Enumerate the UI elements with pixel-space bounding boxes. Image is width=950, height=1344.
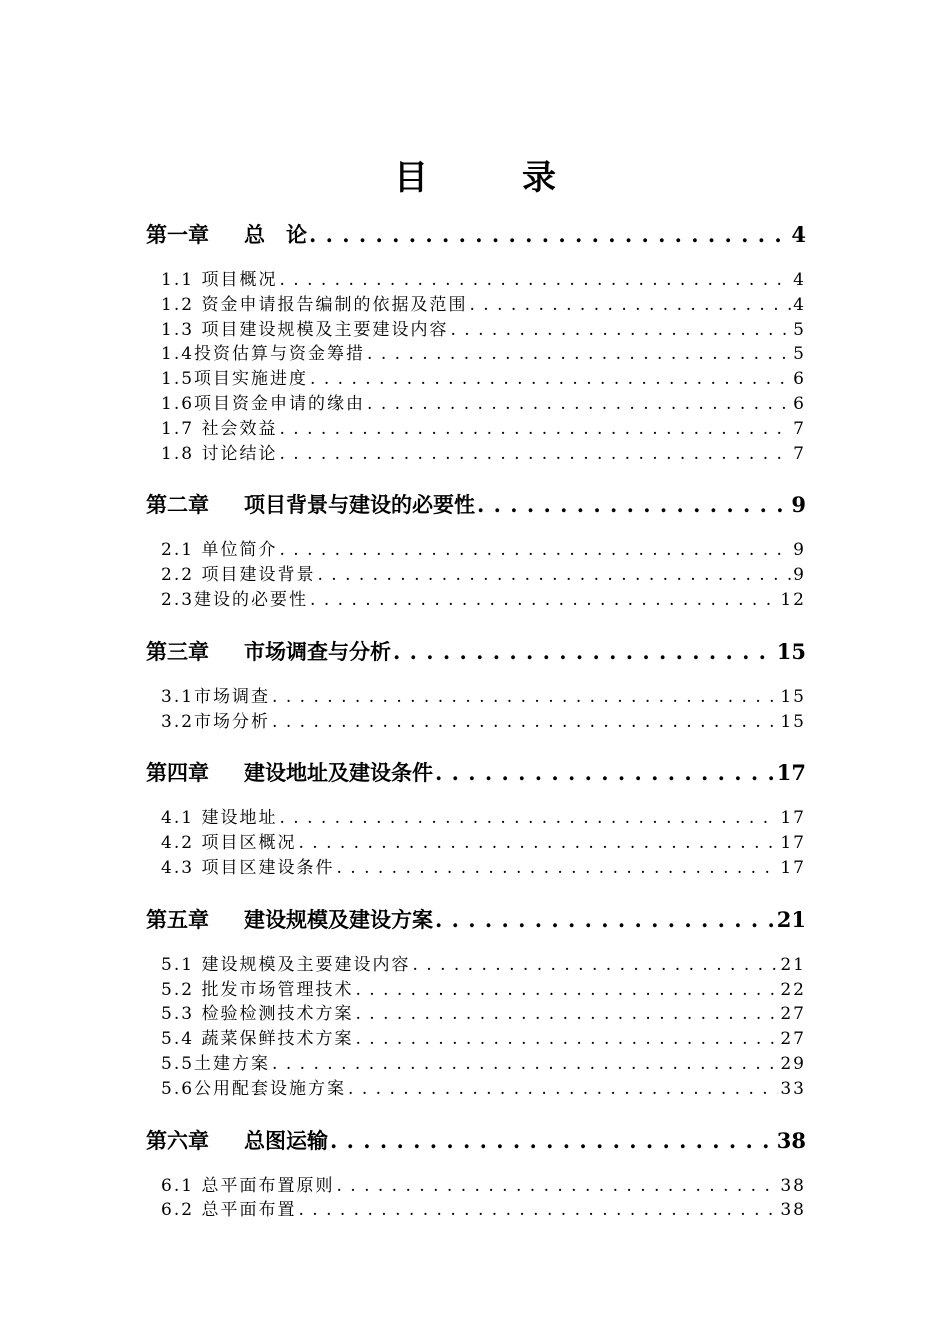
- table-of-contents: [146, 218, 806, 1245]
- toc-section-entry[interactable]: [161, 1002, 806, 1027]
- toc-section-entry[interactable]: [161, 1052, 806, 1077]
- chapter-page-number: 17: [776, 760, 806, 786]
- chapter-heading: [146, 756, 433, 790]
- section-title: 4.3 项目区建设条件: [161, 857, 335, 878]
- dot-leader: [309, 218, 789, 252]
- toc-section-entry[interactable]: [161, 293, 806, 318]
- toc-section-entry[interactable]: [161, 268, 806, 293]
- section-page-number: 4: [793, 294, 806, 315]
- section-page-number: 6: [793, 393, 806, 414]
- section-title: 3.1市场调查: [161, 686, 271, 707]
- chapter-title: 建设地址及建设条件: [244, 760, 433, 786]
- section-list: [146, 268, 806, 466]
- section-title: 5.1 建设规模及主要建设内容: [161, 954, 411, 975]
- dot-leader: [412, 953, 778, 978]
- dot-leader: [469, 293, 791, 318]
- section-title: 5.5土建方案: [161, 1053, 271, 1074]
- section-title: 1.2 资金申请报告编制的依据及范围: [161, 294, 468, 315]
- dot-leader: [355, 978, 778, 1003]
- section-title: 5.2 批发市场管理技术: [161, 979, 354, 1000]
- dot-leader: [330, 1124, 775, 1158]
- chapter-title: 项目背景与建设的必要性: [244, 492, 475, 518]
- toc-section-entry[interactable]: [161, 318, 806, 343]
- toc-chapter: [146, 756, 806, 880]
- toc-chapter-entry[interactable]: [146, 635, 806, 669]
- section-page-number: 9: [793, 540, 806, 561]
- dot-leader: [279, 417, 791, 442]
- dot-leader: [450, 318, 791, 343]
- toc-chapter: [146, 1124, 806, 1224]
- dot-leader: [317, 563, 791, 588]
- dot-leader: [435, 756, 775, 790]
- section-list: [146, 806, 806, 880]
- chapter-number: 第一章: [146, 222, 209, 247]
- chapter-page-number: 21: [776, 906, 806, 932]
- section-title: 6.2 总平面布置: [161, 1200, 297, 1221]
- dot-leader: [272, 710, 778, 735]
- toc-section-entry[interactable]: [161, 1027, 806, 1052]
- section-list: [146, 1174, 806, 1224]
- toc-chapter-entry[interactable]: [146, 218, 806, 252]
- chapter-number: 第二章: [146, 492, 209, 518]
- dot-leader: [355, 1027, 778, 1052]
- toc-section-entry[interactable]: [161, 563, 806, 588]
- section-title: 1.1 项目概况: [161, 270, 278, 290]
- toc-section-entry[interactable]: [161, 831, 806, 856]
- toc-chapter-entry[interactable]: [146, 1124, 806, 1158]
- toc-section-entry[interactable]: [161, 978, 806, 1003]
- section-title: 2.2 项目建设背景: [161, 565, 316, 586]
- dot-leader: [435, 903, 775, 937]
- chapter-heading: [146, 635, 391, 669]
- section-list: [146, 685, 806, 735]
- section-title: 5.3 检验检测技术方案: [161, 1004, 354, 1025]
- section-title: 5.6公用配套设施方案: [161, 1078, 347, 1099]
- chapter-title: 总图运输: [244, 1127, 328, 1153]
- section-page-number: 17: [780, 857, 806, 878]
- toc-section-entry[interactable]: [161, 417, 806, 442]
- section-list: [146, 538, 806, 612]
- chapter-title: 市场调查与分析: [244, 638, 391, 664]
- chapter-number: 第五章: [146, 906, 209, 932]
- dot-leader: [477, 488, 789, 522]
- section-page-number: 21: [780, 954, 806, 975]
- section-page-number: 27: [780, 1004, 806, 1025]
- dot-leader: [367, 342, 791, 367]
- toc-chapter: [146, 635, 806, 735]
- section-title: 1.7 社会效益: [161, 418, 278, 439]
- dot-leader: [298, 831, 778, 856]
- section-page-number: 7: [793, 418, 806, 439]
- section-list: [146, 953, 806, 1102]
- toc-chapter-entry[interactable]: [146, 903, 806, 937]
- section-page-number: 15: [780, 686, 806, 707]
- dot-leader: [279, 442, 791, 467]
- dot-leader: [279, 268, 791, 293]
- section-title: 6.1 总平面布置原则: [161, 1175, 335, 1196]
- toc-section-entry[interactable]: [161, 538, 806, 563]
- dot-leader: [367, 392, 791, 417]
- toc-section-entry[interactable]: [161, 806, 806, 831]
- section-page-number: 4: [793, 270, 806, 290]
- toc-section-entry[interactable]: [161, 1198, 806, 1223]
- section-page-number: 38: [780, 1200, 806, 1221]
- section-title: 1.4投资估算与资金筹措: [161, 344, 366, 365]
- toc-chapter: [146, 488, 806, 612]
- toc-section-entry[interactable]: [161, 953, 806, 978]
- section-title: 1.5项目实施进度: [161, 369, 309, 390]
- section-page-number: 29: [780, 1053, 806, 1074]
- section-page-number: 6: [793, 369, 806, 390]
- chapter-title: 总 论: [244, 222, 307, 247]
- toc-chapter: [146, 903, 806, 1102]
- chapter-heading: [146, 903, 433, 937]
- toc-section-entry[interactable]: [161, 588, 806, 613]
- section-page-number: 5: [793, 344, 806, 365]
- section-page-number: 22: [780, 979, 806, 1000]
- section-title: 1.3 项目建设规模及主要建设内容: [161, 319, 449, 340]
- dot-leader: [336, 1174, 778, 1199]
- dot-leader: [298, 1198, 778, 1223]
- toc-chapter: [146, 218, 806, 466]
- chapter-heading: [146, 488, 475, 522]
- section-title: 4.2 项目区概况: [161, 833, 297, 854]
- section-page-number: 38: [780, 1175, 806, 1196]
- section-page-number: 9: [793, 565, 806, 586]
- toc-section-entry[interactable]: [161, 1077, 806, 1102]
- chapter-title: 建设规模及建设方案: [244, 906, 433, 932]
- chapter-heading: [146, 218, 307, 252]
- dot-leader: [336, 856, 778, 881]
- section-page-number: 5: [793, 319, 806, 340]
- section-page-number: 33: [780, 1078, 806, 1099]
- section-page-number: 27: [780, 1029, 806, 1050]
- section-title: 4.1 建设地址: [161, 808, 278, 829]
- dot-leader: [310, 367, 791, 392]
- section-title: 1.6项目资金申请的缘由: [161, 393, 366, 414]
- section-title: 2.1 单位简介: [161, 540, 278, 561]
- chapter-number: 第六章: [146, 1127, 209, 1153]
- chapter-page-number: 4: [791, 222, 806, 247]
- section-title: 3.2市场分析: [161, 711, 271, 732]
- section-title: 1.8 讨论结论: [161, 443, 278, 464]
- dot-leader: [279, 538, 791, 563]
- toc-title: 目 录: [394, 158, 586, 198]
- toc-section-entry[interactable]: [161, 856, 806, 881]
- dot-leader: [272, 1052, 778, 1077]
- section-page-number: 17: [780, 833, 806, 854]
- section-page-number: 15: [780, 711, 806, 732]
- chapter-number: 第四章: [146, 760, 209, 786]
- section-title: 5.4 蔬菜保鲜技术方案: [161, 1029, 354, 1050]
- section-page-number: 17: [780, 808, 806, 829]
- dot-leader: [393, 635, 775, 669]
- toc-section-entry[interactable]: [161, 1174, 806, 1199]
- dot-leader: [355, 1002, 778, 1027]
- dot-leader: [348, 1077, 778, 1102]
- section-page-number: 12: [780, 589, 806, 610]
- dot-leader: [279, 806, 778, 831]
- toc-section-entry[interactable]: [161, 685, 806, 710]
- toc-section-entry[interactable]: [161, 710, 806, 735]
- toc-chapter-entry[interactable]: [146, 756, 806, 790]
- toc-chapter-entry[interactable]: [146, 488, 806, 522]
- toc-section-entry[interactable]: [161, 442, 806, 467]
- toc-section-entry[interactable]: [161, 367, 806, 392]
- section-title: 2.3建设的必要性: [161, 589, 309, 610]
- chapter-page-number: 9: [791, 492, 806, 518]
- chapter-heading: [146, 1124, 328, 1158]
- chapter-page-number: 38: [776, 1127, 806, 1153]
- chapter-page-number: 15: [776, 638, 806, 664]
- dot-leader: [310, 588, 778, 613]
- section-page-number: 7: [793, 443, 806, 464]
- chapter-number: 第三章: [146, 638, 209, 664]
- toc-section-entry[interactable]: [161, 342, 806, 367]
- toc-section-entry[interactable]: [161, 392, 806, 417]
- dot-leader: [272, 685, 778, 710]
